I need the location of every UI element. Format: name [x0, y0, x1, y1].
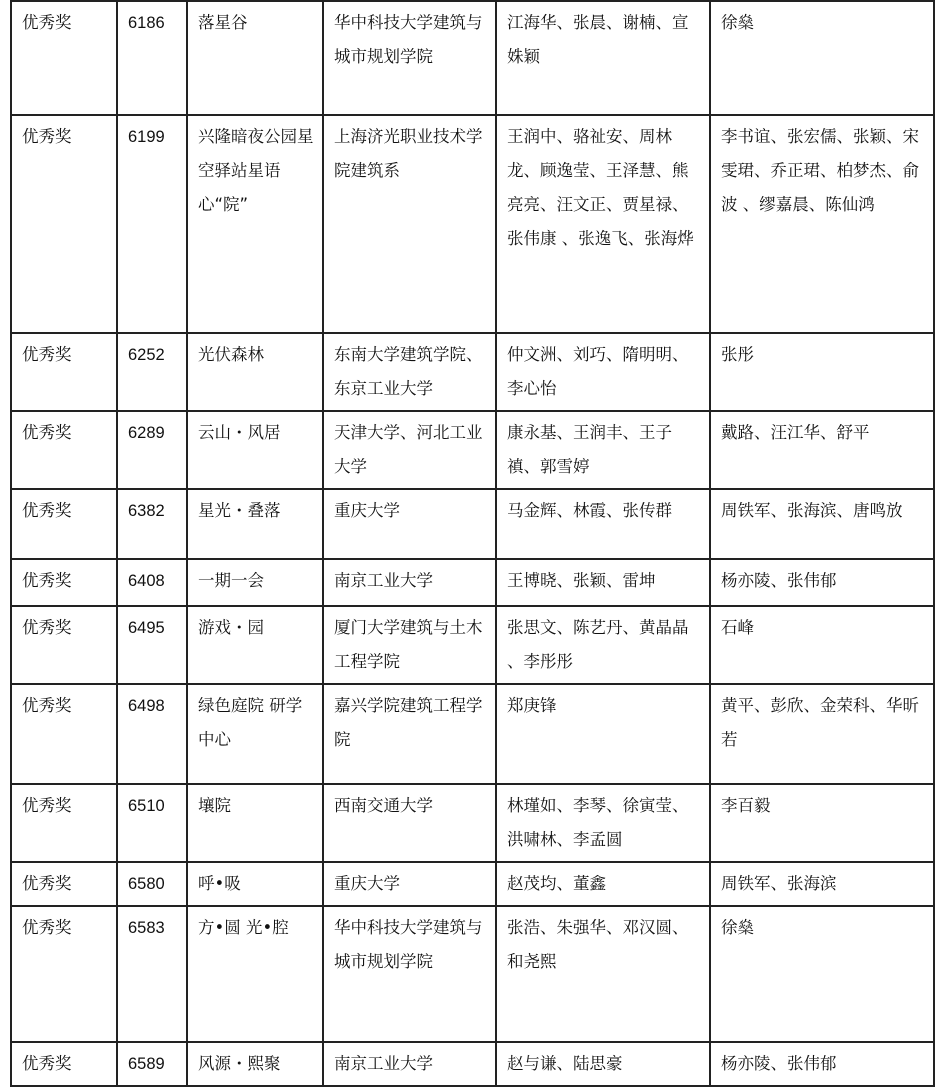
students-cell: 郑庚锋 — [496, 684, 710, 784]
award-cell: 优秀奖 — [11, 559, 117, 606]
entry-id-cell: 6495 — [117, 606, 187, 684]
school-cell: 西南交通大学 — [323, 784, 496, 862]
table-row — [11, 559, 934, 606]
award-cell: 优秀奖 — [11, 862, 117, 906]
students-cell: 赵茂均、董鑫 — [496, 862, 710, 906]
table-row — [11, 1, 934, 115]
project-name-cell: 光伏森林 — [187, 333, 323, 411]
advisors-cell: 黄平、彭欣、金荣科、华昕若 — [710, 684, 934, 784]
advisors-cell: 徐燊 — [710, 1, 934, 115]
project-name-cell: 壤院 — [187, 784, 323, 862]
school-cell: 南京工业大学 — [323, 559, 496, 606]
awards-table — [10, 0, 935, 1087]
advisors-cell: 张彤 — [710, 333, 934, 411]
school-cell: 东南大学建筑学院、东京工业大学 — [323, 333, 496, 411]
table-row — [11, 684, 934, 784]
entry-id-cell: 6289 — [117, 411, 187, 489]
table-row — [11, 1042, 934, 1086]
table-row — [11, 784, 934, 862]
awards-table-body — [11, 1, 934, 1086]
entry-id-cell: 6510 — [117, 784, 187, 862]
school-cell: 南京工业大学 — [323, 1042, 496, 1086]
award-cell: 优秀奖 — [11, 684, 117, 784]
school-cell: 嘉兴学院建筑工程学院 — [323, 684, 496, 784]
table-row — [11, 862, 934, 906]
award-cell: 优秀奖 — [11, 784, 117, 862]
project-name-cell: 绿色庭院 研学中心 — [187, 684, 323, 784]
award-cell: 优秀奖 — [11, 1, 117, 115]
students-cell: 马金辉、林霞、张传群 — [496, 489, 710, 559]
project-name-cell: 一期一会 — [187, 559, 323, 606]
entry-id-cell: 6186 — [117, 1, 187, 115]
advisors-cell: 徐燊 — [710, 906, 934, 1042]
award-cell: 优秀奖 — [11, 906, 117, 1042]
students-cell: 仲文洲、刘巧、隋明明、李心怡 — [496, 333, 710, 411]
project-name-cell: 风源・熙聚 — [187, 1042, 323, 1086]
school-cell: 重庆大学 — [323, 489, 496, 559]
advisors-cell: 戴路、汪江华、舒平 — [710, 411, 934, 489]
entry-id-cell: 6580 — [117, 862, 187, 906]
project-name-cell: 呼•吸 — [187, 862, 323, 906]
students-cell: 林瑾如、李琴、徐寅莹、洪啸林、李孟圆 — [496, 784, 710, 862]
advisors-cell: 李书谊、张宏儒、张颖、宋雯珺、乔正珺、柏梦杰、俞波 、缪嘉晨、陈仙鸿 — [710, 115, 934, 333]
table-row — [11, 606, 934, 684]
entry-id-cell: 6589 — [117, 1042, 187, 1086]
school-cell: 上海济光职业技术学院建筑系 — [323, 115, 496, 333]
advisors-cell: 石峰 — [710, 606, 934, 684]
school-cell: 华中科技大学建筑与城市规划学院 — [323, 1, 496, 115]
table-row — [11, 906, 934, 1042]
students-cell: 张思文、陈艺丹、黄晶晶 、李彤彤 — [496, 606, 710, 684]
school-cell: 厦门大学建筑与土木工程学院 — [323, 606, 496, 684]
school-cell: 重庆大学 — [323, 862, 496, 906]
project-name-cell: 星光・叠落 — [187, 489, 323, 559]
award-cell: 优秀奖 — [11, 489, 117, 559]
students-cell: 张浩、朱强华、邓汉圆、和尧熙 — [496, 906, 710, 1042]
award-cell: 优秀奖 — [11, 115, 117, 333]
students-cell: 王润中、骆祉安、周林龙、顾逸莹、王泽慧、熊亮亮、汪文正、贾星禄、张伟康 、张逸飞、张海烨 — [496, 115, 710, 333]
award-cell: 优秀奖 — [11, 606, 117, 684]
project-name-cell: 方•圆 光•腔 — [187, 906, 323, 1042]
students-cell: 康永基、王润丰、王子禛、郭雪婷 — [496, 411, 710, 489]
entry-id-cell: 6252 — [117, 333, 187, 411]
award-cell: 优秀奖 — [11, 411, 117, 489]
award-cell: 优秀奖 — [11, 1042, 117, 1086]
table-row — [11, 115, 934, 333]
advisors-cell: 杨亦陵、张伟郁 — [710, 559, 934, 606]
students-cell: 王博晓、张颖、雷坤 — [496, 559, 710, 606]
advisors-cell: 周铁军、张海滨、唐鸣放 — [710, 489, 934, 559]
table-row — [11, 333, 934, 411]
table-row — [11, 411, 934, 489]
entry-id-cell: 6199 — [117, 115, 187, 333]
students-cell: 江海华、张晨、谢楠、宣姝颖 — [496, 1, 710, 115]
students-cell: 赵与谦、陆思豪 — [496, 1042, 710, 1086]
project-name-cell: 游戏・园 — [187, 606, 323, 684]
award-cell: 优秀奖 — [11, 333, 117, 411]
school-cell: 华中科技大学建筑与城市规划学院 — [323, 906, 496, 1042]
advisors-cell: 李百毅 — [710, 784, 934, 862]
advisors-cell: 周铁军、张海滨 — [710, 862, 934, 906]
school-cell: 天津大学、河北工业大学 — [323, 411, 496, 489]
advisors-cell: 杨亦陵、张伟郁 — [710, 1042, 934, 1086]
project-name-cell: 兴隆暗夜公园星空驿站星语心“院” — [187, 115, 323, 333]
project-name-cell: 落星谷 — [187, 1, 323, 115]
entry-id-cell: 6408 — [117, 559, 187, 606]
entry-id-cell: 6583 — [117, 906, 187, 1042]
project-name-cell: 云山・风居 — [187, 411, 323, 489]
entry-id-cell: 6382 — [117, 489, 187, 559]
table-row — [11, 489, 934, 559]
entry-id-cell: 6498 — [117, 684, 187, 784]
